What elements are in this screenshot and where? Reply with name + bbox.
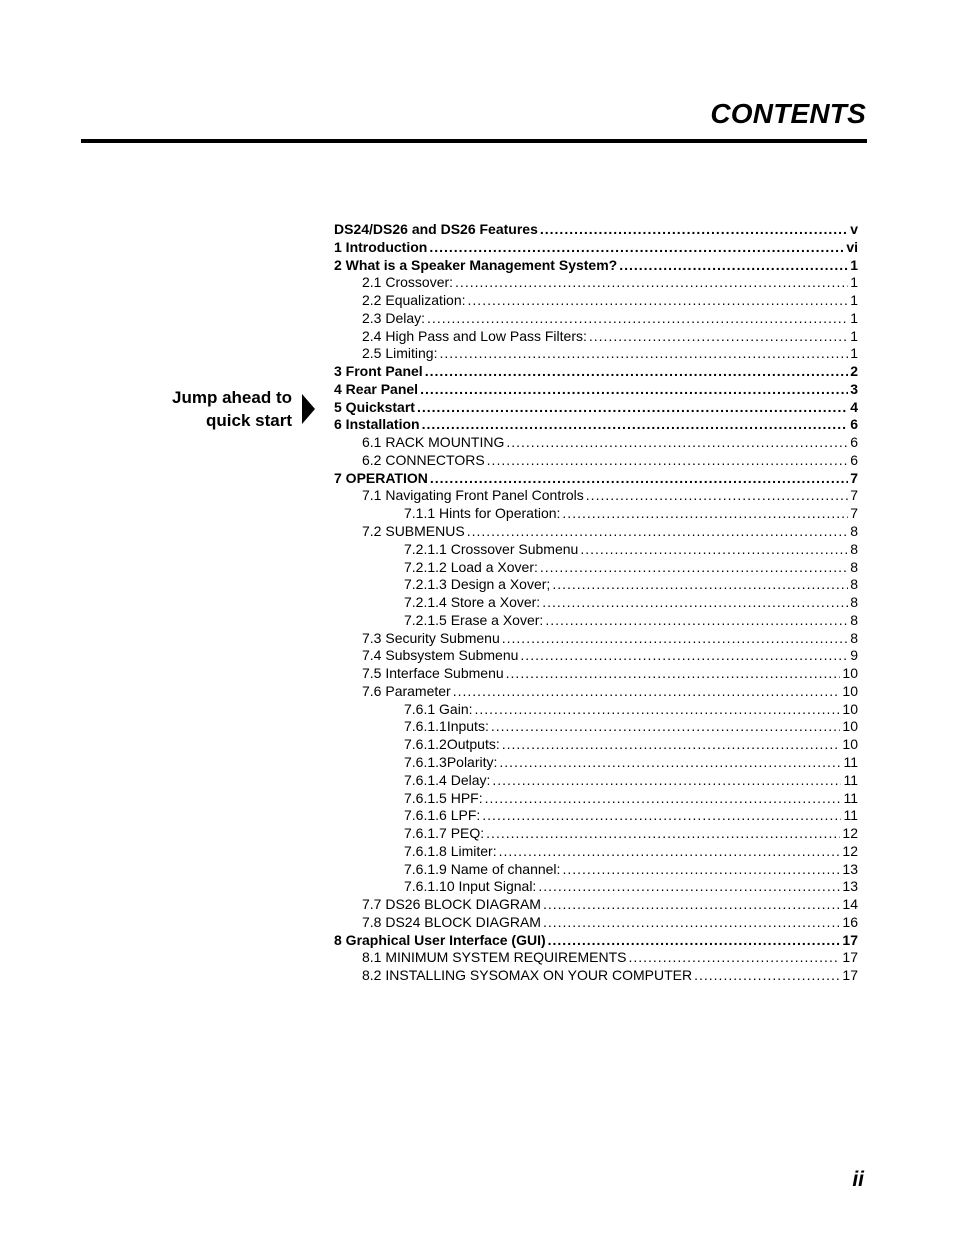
toc-entry-label: 6 Installation (334, 416, 420, 433)
toc-entry-label: 7.6.1.2Outputs: (404, 736, 500, 753)
toc-entry-page: 17 (842, 967, 858, 984)
toc-entry-page: 6 (850, 416, 858, 433)
table-of-contents (334, 221, 858, 985)
toc-entry-label: 7.2.1.3 Design a Xover; (404, 576, 551, 593)
toc-entry-label: 7.2.1.1 Crossover Submenu (404, 540, 579, 557)
toc-entry[interactable] (334, 718, 858, 736)
toc-entry[interactable] (334, 630, 858, 648)
toc-dot-leader (422, 416, 849, 434)
toc-entry-page: 11 (843, 771, 858, 788)
toc-entry[interactable] (334, 434, 858, 452)
toc-entry-label: 7.1 Navigating Front Panel Controls (362, 487, 584, 504)
toc-entry[interactable] (334, 239, 858, 257)
toc-entry[interactable] (334, 647, 858, 665)
toc-entry[interactable] (334, 967, 858, 985)
toc-entry-page: 13 (842, 878, 858, 895)
toc-entry[interactable] (334, 452, 858, 470)
toc-entry-page: 11 (843, 753, 858, 770)
toc-entry[interactable] (334, 683, 858, 701)
toc-entry-page: 10 (842, 700, 858, 717)
toc-entry-label: 7.6.1.5 HPF: (404, 789, 483, 806)
toc-entry-label: 7.6.1.4 Delay: (404, 771, 491, 788)
toc-dot-leader (548, 932, 841, 950)
toc-entry[interactable] (334, 843, 858, 861)
toc-entry-page: 12 (842, 825, 858, 842)
toc-entry[interactable] (334, 345, 858, 363)
toc-entry-label: 7.6.1.3Polarity: (404, 753, 498, 770)
toc-entry-label: 7.6 Parameter (362, 682, 451, 699)
toc-entry-label: 1 Introduction (334, 238, 428, 255)
toc-entry-label: 4 Rear Panel (334, 380, 419, 397)
toc-entry-page: 1 (850, 274, 858, 291)
toc-entry-label: 7.7 DS26 BLOCK DIAGRAM (362, 896, 541, 913)
toc-entry[interactable] (334, 523, 858, 541)
toc-entry[interactable] (334, 594, 858, 612)
toc-entry-page: 8 (850, 576, 858, 593)
toc-dot-leader (562, 505, 848, 523)
toc-dot-leader (538, 878, 840, 896)
toc-entry-label: 8 Graphical User Interface (GUI) (334, 931, 546, 948)
toc-entry-page: 1 (850, 256, 858, 273)
toc-dot-leader (439, 345, 848, 363)
toc-entry[interactable] (334, 896, 858, 914)
toc-dot-leader (467, 523, 849, 541)
toc-entry[interactable] (334, 416, 858, 434)
toc-dot-leader (506, 434, 848, 452)
toc-dot-leader (453, 683, 841, 701)
toc-entry-page: 8 (850, 611, 858, 628)
toc-entry-label: 7.6.1.8 Limiter: (404, 842, 497, 859)
jump-link-line-1: Jump ahead to (172, 388, 292, 407)
toc-entry-label: 7.5 Interface Submenu (362, 665, 504, 682)
toc-dot-leader (429, 239, 844, 257)
toc-dot-leader (580, 541, 848, 559)
toc-dot-leader (420, 381, 848, 399)
toc-entry-label: 2.1 Crossover: (362, 274, 454, 291)
toc-entry-page: 7 (850, 487, 858, 504)
toc-entry[interactable] (334, 914, 858, 932)
toc-entry-page: 10 (842, 665, 858, 682)
toc-dot-leader (694, 967, 840, 985)
toc-entry-label: 7.6.1.6 LPF: (404, 807, 481, 824)
toc-entry-label: 7.2.1.4 Store a Xover: (404, 594, 541, 611)
toc-entry-label: 7.6.1.1Inputs: (404, 718, 489, 735)
toc-entry[interactable] (334, 754, 858, 772)
page-number: ii (852, 1168, 864, 1191)
toc-entry-label: 2 What is a Speaker Management System? (334, 256, 618, 273)
toc-entry-label: 2.4 High Pass and Low Pass Filters: (362, 327, 587, 344)
toc-dot-leader (619, 257, 848, 275)
toc-entry-label: 2.5 Limiting: (362, 345, 438, 362)
jump-link-line-2: quick start (206, 411, 292, 430)
toc-entry[interactable] (334, 949, 858, 967)
toc-entry-page: 8 (850, 540, 858, 557)
toc-entry[interactable] (334, 310, 858, 328)
toc-entry-label: 5 Quickstart (334, 398, 415, 415)
toc-entry-page: vi (846, 238, 858, 255)
toc-dot-leader (520, 647, 848, 665)
toc-entry-page: 9 (850, 647, 858, 664)
toc-dot-leader (543, 914, 840, 932)
toc-entry-page: 6 (850, 451, 858, 468)
toc-entry-page: 10 (842, 718, 858, 735)
toc-entry-label: 7.6.1.10 Input Signal: (404, 878, 537, 895)
toc-entry[interactable] (334, 825, 858, 843)
toc-entry-label: 7.1.1 Hints for Operation: (404, 505, 561, 522)
toc-entry[interactable] (334, 559, 858, 577)
toc-entry[interactable] (334, 470, 858, 488)
toc-entry[interactable] (334, 257, 858, 275)
toc-entry-label: 7 OPERATION (334, 469, 428, 486)
toc-dot-leader (586, 487, 848, 505)
toc-entry[interactable] (334, 381, 858, 399)
toc-entry-page: 16 (842, 913, 858, 930)
toc-dot-leader (468, 292, 849, 310)
toc-entry-page: 8 (850, 523, 858, 540)
toc-entry-page: 10 (842, 682, 858, 699)
toc-entry[interactable] (334, 576, 858, 594)
toc-entry-page: 3 (850, 380, 858, 397)
toc-dot-leader (492, 772, 841, 790)
toc-entry-label: 7.6.1 Gain: (404, 700, 473, 717)
toc-entry-label: 6.2 CONNECTORS (362, 451, 485, 468)
toc-entry-label: 3 Front Panel (334, 363, 423, 380)
toc-entry-page: 12 (842, 842, 858, 859)
toc-entry[interactable] (334, 221, 858, 239)
toc-entry-page: 8 (850, 594, 858, 611)
toc-entry-label: 8.2 INSTALLING SYSOMAX ON YOUR COMPUTER (362, 967, 693, 984)
toc-entry-label: DS24/DS26 and DS26 Features (334, 221, 538, 237)
jump-to-quickstart-link[interactable] (150, 386, 292, 432)
toc-entry[interactable] (334, 487, 858, 505)
toc-entry[interactable] (334, 878, 858, 896)
toc-dot-leader (542, 594, 848, 612)
toc-dot-leader (545, 612, 848, 630)
toc-entry[interactable] (334, 701, 858, 719)
toc-dot-leader (543, 896, 840, 914)
toc-entry[interactable] (334, 665, 858, 683)
toc-dot-leader (475, 701, 841, 719)
toc-entry[interactable] (334, 612, 858, 630)
toc-dot-leader (540, 559, 848, 577)
toc-entry-page: 10 (842, 736, 858, 753)
toc-entry-label: 7.2.1.2 Load a Xover: (404, 558, 538, 575)
toc-entry-label: 7.3 Security Submenu (362, 629, 500, 646)
toc-entry-page: 2 (850, 363, 858, 380)
toc-dot-leader (552, 576, 848, 594)
toc-entry[interactable] (334, 541, 858, 559)
toc-entry-label: 7.8 DS24 BLOCK DIAGRAM (362, 913, 541, 930)
toc-dot-leader (487, 452, 849, 470)
toc-entry-label: 2.2 Equalization: (362, 292, 466, 309)
toc-dot-leader (417, 399, 848, 417)
toc-entry[interactable] (334, 807, 858, 825)
toc-dot-leader (486, 825, 840, 843)
toc-entry-label: 2.3 Delay: (362, 309, 426, 326)
toc-dot-leader (502, 736, 841, 754)
toc-entry[interactable] (334, 861, 858, 879)
toc-entry-label: 7.2.1.5 Erase a Xover: (404, 611, 544, 628)
toc-dot-leader (499, 754, 841, 772)
toc-dot-leader (628, 949, 840, 967)
toc-entry[interactable] (334, 505, 858, 523)
toc-entry[interactable] (334, 790, 858, 808)
arrow-right-icon[interactable] (302, 394, 315, 424)
toc-entry-page: 7 (850, 469, 858, 486)
toc-entry[interactable] (334, 932, 858, 950)
page-title: CONTENTS (710, 98, 866, 129)
toc-dot-leader (499, 843, 841, 861)
toc-entry[interactable] (334, 363, 858, 381)
toc-entry-label: 7.2 SUBMENUS (362, 523, 465, 540)
toc-entry-page: 1 (850, 292, 858, 309)
toc-dot-leader (485, 790, 842, 808)
toc-entry-label: 6.1 RACK MOUNTING (362, 434, 505, 451)
toc-entry-page: v (850, 221, 858, 237)
toc-entry[interactable] (334, 772, 858, 790)
toc-entry[interactable] (334, 328, 858, 346)
toc-entry-page: 17 (842, 931, 858, 948)
toc-dot-leader (506, 665, 841, 683)
toc-dot-leader (427, 310, 848, 328)
toc-entry-page: 4 (850, 398, 858, 415)
toc-entry-label: 7.6.1.7 PEQ: (404, 825, 485, 842)
toc-entry-label: 7.4 Subsystem Submenu (362, 647, 519, 664)
toc-entry-page: 8 (850, 558, 858, 575)
toc-dot-leader (430, 470, 848, 488)
toc-entry-page: 11 (843, 807, 858, 824)
toc-entry-page: 8 (850, 629, 858, 646)
toc-entry-label: 8.1 MINIMUM SYSTEM REQUIREMENTS (362, 949, 627, 966)
toc-dot-leader (562, 861, 840, 879)
toc-entry-page: 1 (850, 309, 858, 326)
toc-entry-label: 7.6.1.9 Name of channel: (404, 860, 561, 877)
toc-entry-page: 14 (842, 896, 858, 913)
toc-entry-page: 11 (843, 789, 858, 806)
toc-dot-leader (455, 274, 848, 292)
toc-entry-page: 1 (850, 327, 858, 344)
toc-entry-page: 7 (850, 505, 858, 522)
toc-dot-leader (540, 221, 848, 239)
toc-entry[interactable] (334, 736, 858, 754)
toc-dot-leader (482, 807, 841, 825)
toc-dot-leader (425, 363, 849, 381)
toc-entry-page: 17 (842, 949, 858, 966)
toc-dot-leader (491, 718, 841, 736)
title-rule (81, 139, 867, 143)
toc-entry-page: 6 (850, 434, 858, 451)
toc-entry-page: 13 (842, 860, 858, 877)
toc-dot-leader (589, 328, 848, 346)
toc-entry[interactable] (334, 274, 858, 292)
toc-dot-leader (502, 630, 848, 648)
toc-entry[interactable] (334, 292, 858, 310)
toc-entry-page: 1 (850, 345, 858, 362)
toc-entry[interactable] (334, 399, 858, 417)
